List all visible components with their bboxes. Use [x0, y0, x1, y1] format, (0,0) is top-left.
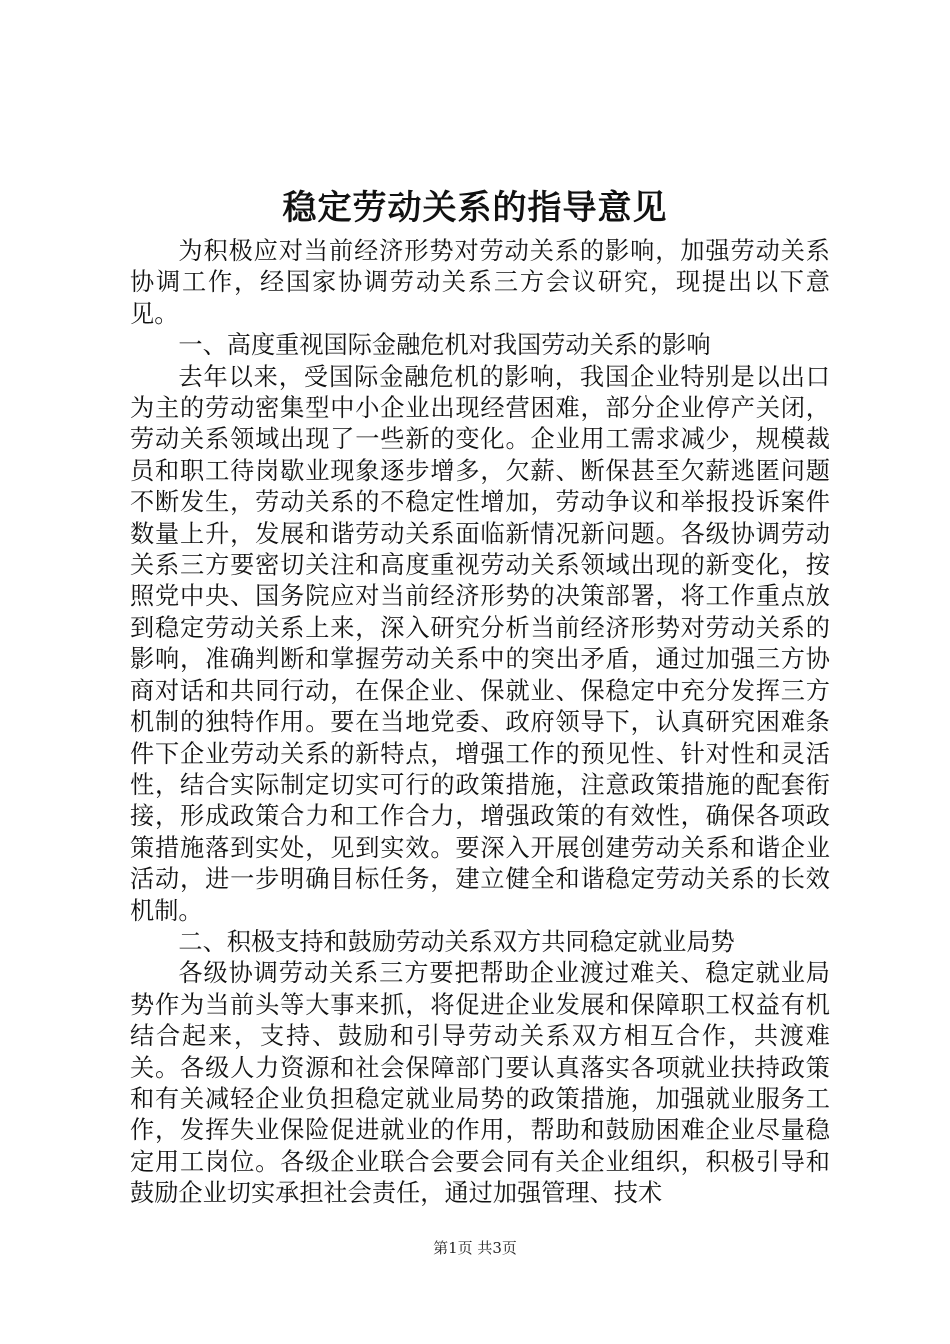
- section-1-paragraph: 去年以来，受国际金融危机的影响，我国企业特别是以出口为主的劳动密集型中小企业出现经营困难，部分企业停产关闭，劳动关系领域出现了一些新的变化。企业用工需求减少，规模裁员和职工待岗歇业现象逐步增多，欠薪、断保甚至欠薪逃匿问题不断发生，劳动关系的不稳定性增加，劳动争议和举报投诉案件数量上升，发展和谐劳动关系面临新情况新问题。各级协调劳动关系三方要密切关注和高度重视劳动关系领域出现的新变化，按照党中央、国务院应对当前经济形势的决策部署，将工作重点放到稳定劳动关系上来，深入研究分析当前经济形势对劳动关系的影响，准确判断和掌握劳动关系中的突出矛盾，通过加强三方协商对话和共同行动，在保企业、保就业、保稳定中充分发挥三方机制的独特作用。要在当地党委、政府领导下，认真研究困难条件下企业劳动关系的新特点，增强工作的预见性、针对性和灵活性，结合实际制定切实可行的政策措施，注意政策措施的配套衔接，形成政策合力和工作合力，增强政策的有效性，确保各项政策措施落到实处，见到实效。要深入开展创建劳动关系和谐企业活动，进一步明确目标任务，建立健全和谐稳定劳动关系的长效机制。: [130, 362, 830, 925]
- document-body: [130, 236, 830, 1210]
- intro-paragraph: 为积极应对当前经济形势对劳动关系的影响，加强劳动关系协调工作，经国家协调劳动关系三方会议研究，现提出以下意见。: [130, 237, 830, 328]
- document-title: 稳定劳动关系的指导意见: [282, 188, 668, 228]
- page-footer: 第1页 共3页: [433, 1239, 517, 1257]
- section-heading-2: 二、积极支持和鼓励劳动关系双方共同稳定就业局势: [178, 927, 735, 956]
- section-2-paragraph: 各级协调劳动关系三方要把帮助企业渡过难关、稳定就业局势作为当前头等大事来抓，将促进企业发展和保障职工权益有机结合起来，支持、鼓励和引导劳动关系双方相互合作，共渡难关。各级人力资源和社会保障部门要认真落实各项就业扶持政策和有关减轻企业负担稳定就业局势的政策措施，加强就业服务工作，发挥失业保险促进就业的作用，帮助和鼓励困难企业尽量稳定用工岗位。各级企业联合会要会同有关企业组织，积极引导和鼓励企业切实承担社会责任，通过加强管理、技术: [130, 959, 830, 1208]
- section-heading-1: 一、高度重视国际金融危机对我国劳动关系的影响: [178, 331, 711, 360]
